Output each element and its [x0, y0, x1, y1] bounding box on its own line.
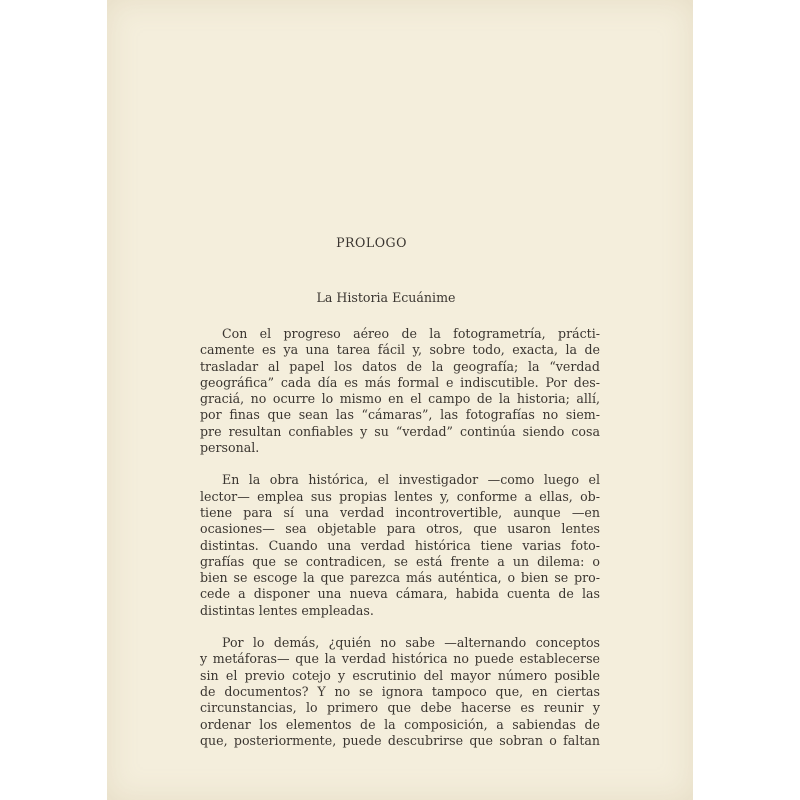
text-line: ocasiones— sea objetable para otros, que usaron lentes: [200, 521, 600, 537]
text-line: sin el previo cotejo y escrutinio del mayor número posible: [200, 667, 600, 683]
text-line: circunstancias, lo primero que debe hacerse es reunir y: [200, 700, 600, 716]
text-line: por finas que sean las “cámaras”, las fotografías no siem-: [200, 407, 600, 423]
text-line: tiene para sí una verdad incontrovertible, aunque —en: [200, 504, 600, 520]
text-line: pre resultan confiables y su “verdad” continúa siendo cosa: [200, 423, 600, 439]
text-line: Por lo demás, ¿quién no sabe —alternando conceptos: [222, 635, 600, 651]
text-line: camente es ya una tarea fácil y, sobre todo, exacta, la de: [200, 342, 600, 358]
text-line: y metáforas— que la verdad histórica no puede establecerse: [200, 651, 600, 667]
text-line: lector— emplea sus propias lentes y, conforme a ellas, ob-: [200, 488, 600, 504]
text-line: geográfica” cada día es más formal e indiscutible. Por des-: [200, 374, 600, 390]
text-line: de documentos? Y no se ignora tampoco que, en ciertas: [200, 683, 600, 699]
section-subtitle: La Historia Ecuánime: [316, 290, 456, 305]
text-line: trasladar al papel los datos de la geografía; la “verdad: [200, 358, 600, 374]
text-line: personal.: [200, 440, 260, 456]
body-text: [200, 326, 600, 765]
text-line: En la obra histórica, el investigador —como luego el: [222, 472, 600, 488]
text-line: cede a disponer una nueva cámara, habida cuenta de las: [200, 586, 600, 602]
text-line: Con el progreso aéreo de la fotogrametría, prácti-: [222, 326, 600, 341]
text-line: bien se escoge la que parezca más auténtica, o bien se pro-: [200, 570, 600, 586]
text-line: distintas. Cuando una verdad histórica tiene varias foto-: [200, 537, 600, 553]
text-line: distintas lentes empleadas.: [200, 602, 374, 618]
page-heading: PROLOGO: [336, 235, 407, 250]
text-line: que, posteriormente, puede descubrirse que sobran o faltan: [200, 732, 600, 748]
text-line: graciá, no ocurre lo mismo en el campo de la historia; allí,: [200, 391, 600, 407]
text-line: ordenar los elementos de la composición, a sabiendas de: [200, 716, 600, 732]
paragraph: [200, 472, 600, 619]
paragraph: [200, 326, 600, 456]
paragraph: [200, 635, 600, 749]
text-line: grafías que se contradicen, se está frente a un dilema: o: [200, 553, 600, 569]
